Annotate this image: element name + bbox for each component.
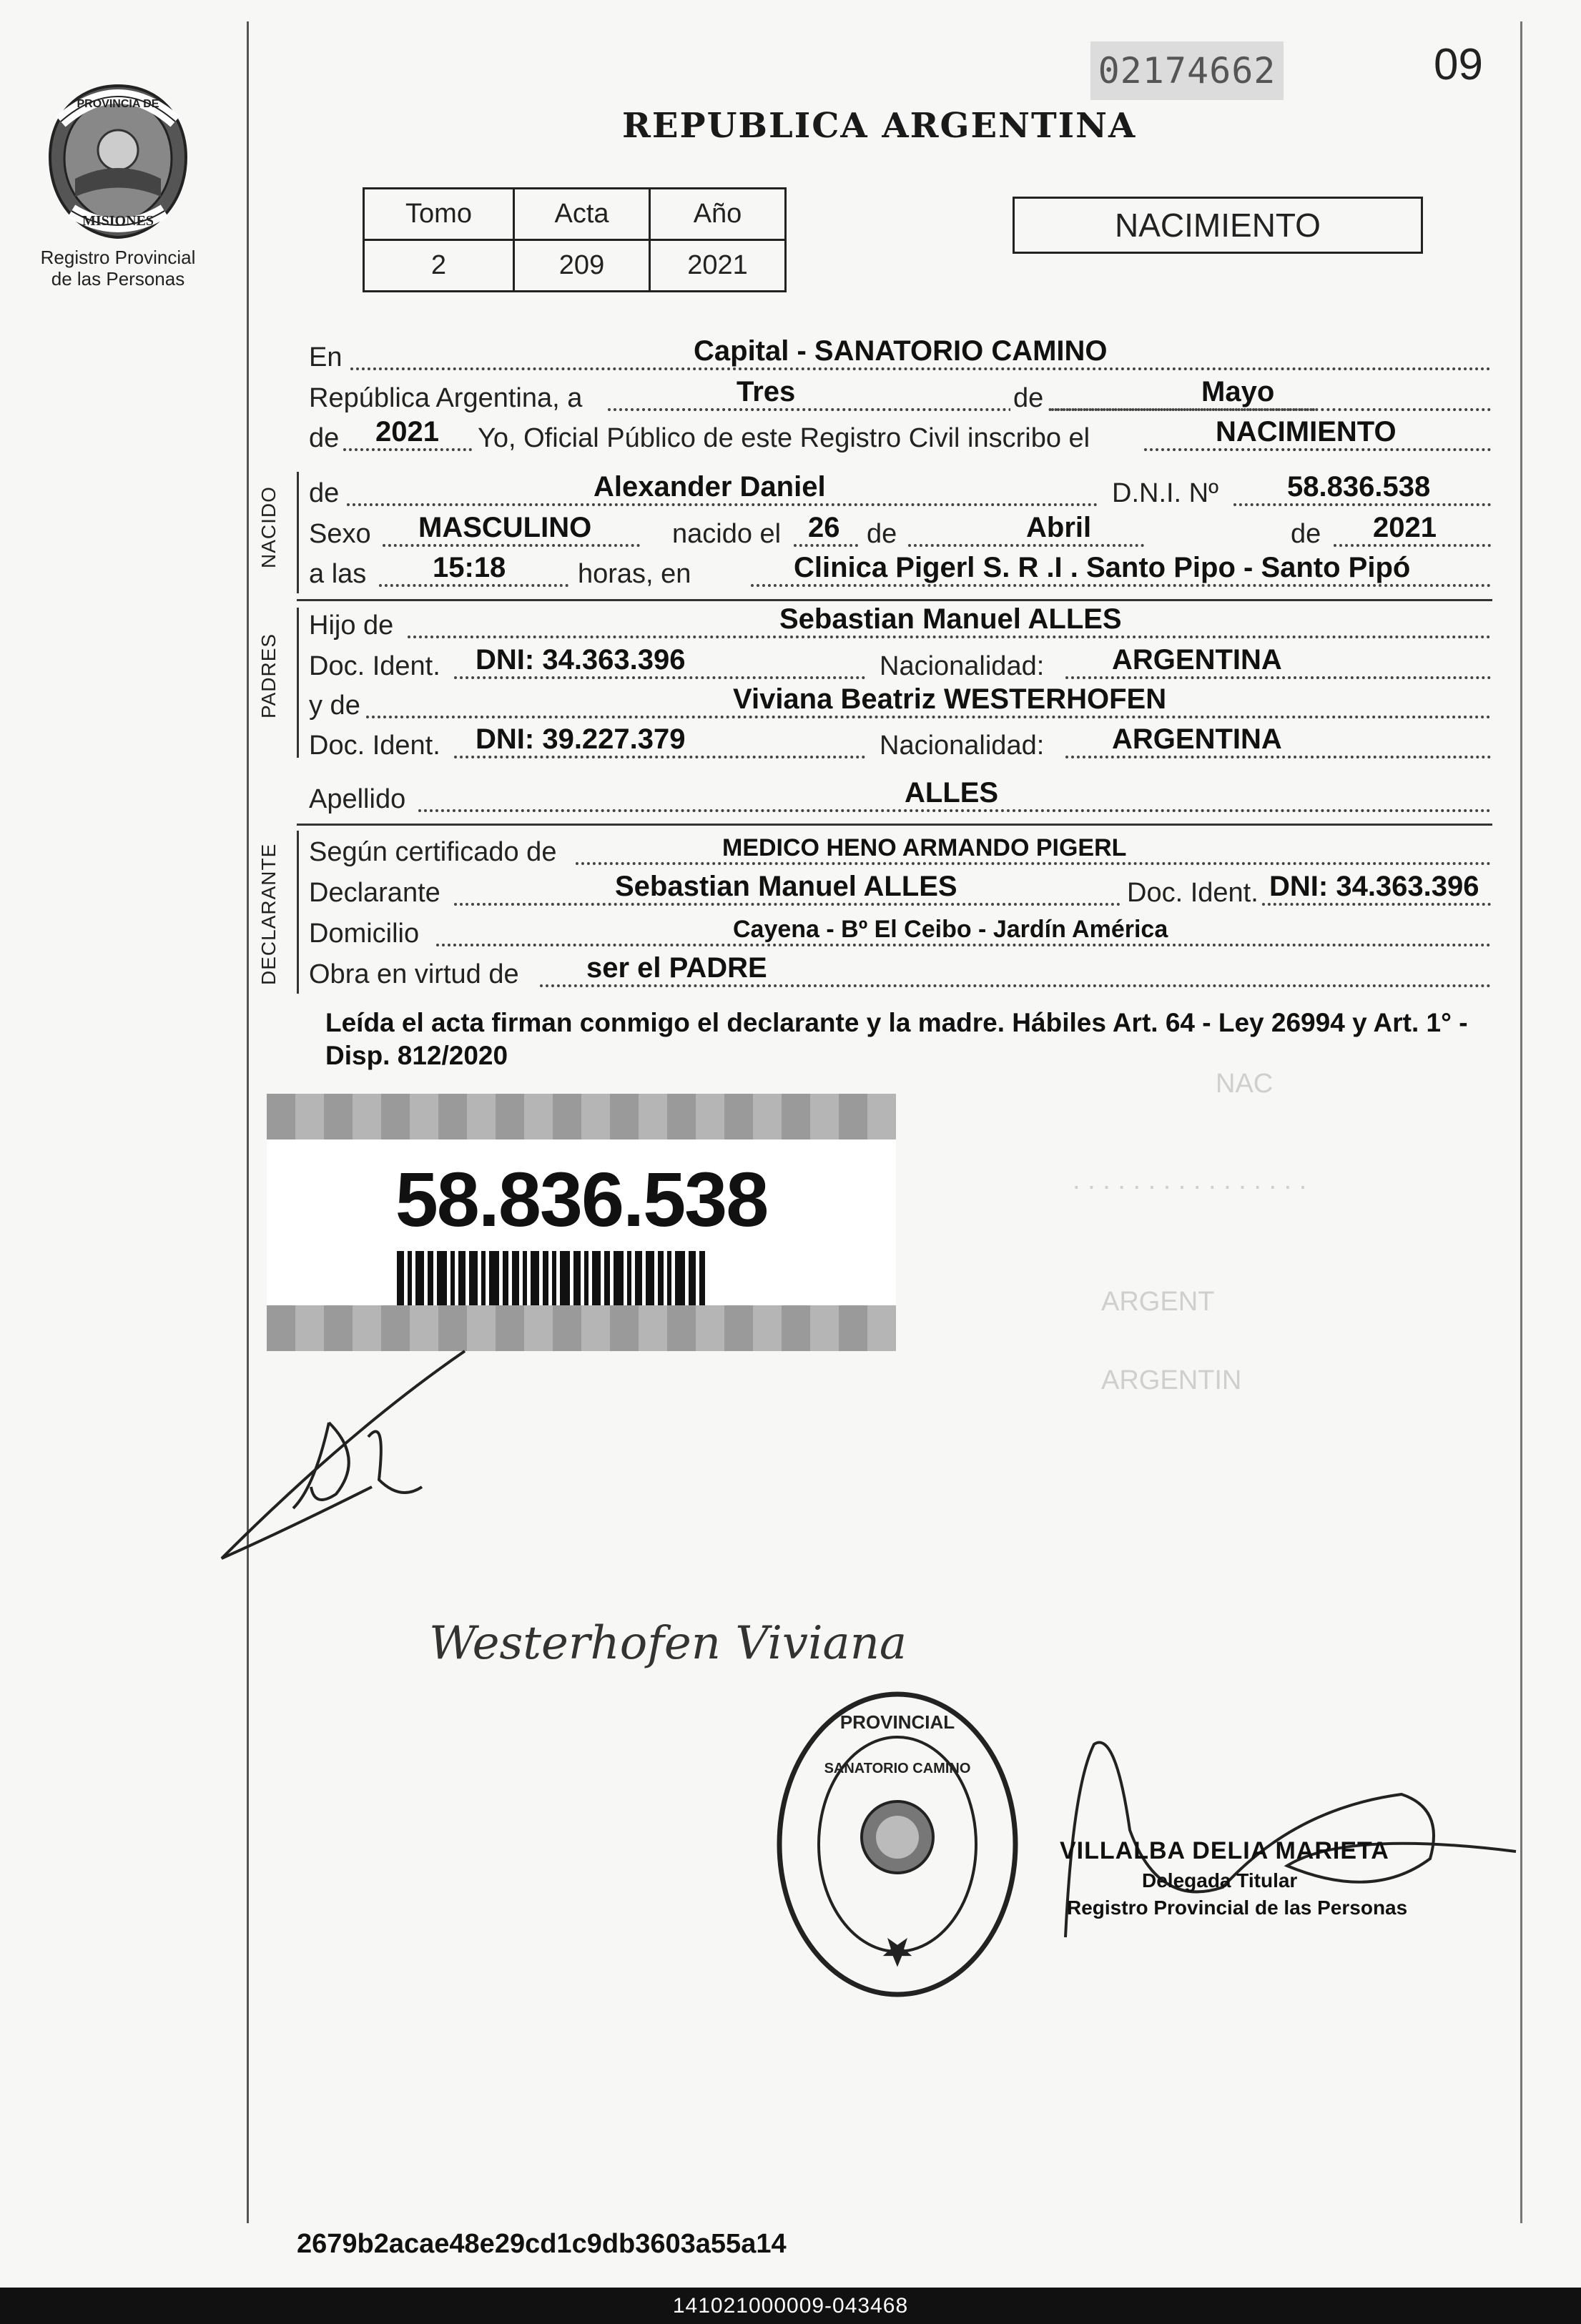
mother-doc-label: Doc. Ident.	[309, 731, 440, 761]
separator-nacido	[297, 599, 1492, 601]
closing-statement: Leída el acta firman conmigo el declarante y la madre. Hábiles Art. 64 - Ley 26994 y Art. 1° - Disp. 812/2020	[325, 1008, 1468, 1070]
bar	[428, 1251, 433, 1307]
line-apellido	[307, 778, 1491, 818]
dots	[1051, 408, 1491, 411]
dots	[347, 503, 1098, 506]
line-mother-doc	[307, 724, 1491, 764]
de2-label: de	[309, 423, 340, 453]
dots	[1262, 903, 1491, 906]
declarante-doc-label: Doc. Ident.	[1123, 878, 1263, 909]
a-las-label: a las	[309, 559, 367, 589]
ghost-text: ARGENT	[1101, 1287, 1215, 1317]
dots	[576, 862, 1491, 865]
certificado-value: MEDICO HENO ARMANDO PIGERL	[722, 834, 1127, 861]
en-label: En	[309, 342, 343, 372]
seal-inner-text: SANATORIO CAMINO	[824, 1761, 971, 1776]
document-hash: 2679b2acae48e29cd1c9db3603a55a14	[297, 2229, 787, 2259]
dots	[379, 584, 568, 587]
registry-header-ano: Año	[650, 189, 786, 240]
nacido-de-label-2: de	[867, 519, 897, 549]
dni-label: D.N.I. Nº	[1112, 478, 1218, 508]
mother-signature-icon	[422, 1608, 922, 1680]
dots	[350, 367, 1491, 370]
barcode-icon	[397, 1251, 776, 1307]
birth-month-value: Abril	[1026, 512, 1092, 543]
apellido-label: Apellido	[309, 784, 406, 814]
page-number: 09	[1434, 40, 1483, 89]
bar	[531, 1251, 539, 1307]
en-value: Capital - SANATORIO CAMINO	[694, 335, 1108, 367]
father-nationality-label: Nacionalidad:	[880, 651, 1045, 681]
serial-number: 02174662	[1090, 41, 1284, 100]
bar	[699, 1251, 705, 1307]
republica-label: República Argentina, a	[309, 383, 583, 413]
bar	[604, 1251, 610, 1307]
declarante-bar	[297, 831, 299, 994]
hijo-de-label: Hijo de	[309, 610, 394, 641]
registry-value-row	[364, 240, 786, 292]
seal-top-text: PROVINCIAL	[839, 1711, 955, 1733]
horas-en-label: horas, en	[578, 559, 691, 589]
apellido-value: ALLES	[905, 777, 999, 809]
bar	[481, 1251, 486, 1307]
bar	[675, 1251, 685, 1307]
line-nacido-name	[307, 472, 1491, 512]
registry-value-tomo: 2	[364, 240, 514, 292]
sticker-dni-number: 58.836.538	[395, 1156, 768, 1242]
line-declarante	[307, 871, 1491, 911]
bar	[523, 1251, 527, 1307]
mother-doc-value: DNI: 39.227.379	[476, 723, 686, 755]
mother-nationality-value: ARGENTINA	[1112, 723, 1282, 755]
logo-caption-line-1: Registro Provincial	[40, 247, 196, 268]
sexo-value: MASCULINO	[418, 512, 592, 543]
line-certificado	[307, 831, 1491, 871]
obra-value: ser el PADRE	[586, 952, 767, 984]
sexo-label: Sexo	[309, 519, 371, 549]
bar	[489, 1251, 499, 1307]
bar	[592, 1251, 601, 1307]
dni-sticker	[267, 1094, 896, 1351]
bar	[627, 1251, 631, 1307]
line-father-doc	[307, 645, 1491, 685]
bar	[408, 1251, 412, 1307]
dots	[418, 809, 1491, 812]
dots	[408, 636, 1491, 638]
dots	[1065, 676, 1491, 679]
sticker-band-top	[267, 1094, 896, 1139]
line-obra	[307, 953, 1491, 993]
hour-value: 15:18	[433, 552, 506, 583]
line-oficial	[307, 417, 1491, 457]
dots	[751, 584, 1491, 587]
registry-header-acta: Acta	[514, 189, 650, 240]
padres-section-label: PADRES	[257, 633, 280, 718]
dots	[1065, 756, 1491, 758]
declarant-signature-icon	[207, 1344, 493, 1573]
bar	[503, 1251, 508, 1307]
bar	[689, 1251, 696, 1307]
nacido-dni-value: 58.836.538	[1287, 471, 1431, 503]
nacido-bar	[297, 472, 299, 593]
declarante-doc-value: DNI: 34.363.396	[1269, 871, 1479, 902]
line-hijo-de	[307, 604, 1491, 644]
domicilio-value: Cayena - Bº El Ceibo - Jardín América	[733, 916, 1168, 943]
domicilio-label: Domicilio	[309, 919, 420, 949]
official-role: Delegada Titular	[1142, 1869, 1298, 1892]
document-code-strip: 141021000009-043468	[0, 2288, 1581, 2324]
dots	[436, 944, 1491, 946]
registry-value-acta: 209	[514, 240, 650, 292]
separator-apellido	[297, 824, 1492, 826]
dots	[454, 676, 865, 679]
registry-seal-icon	[772, 1687, 1023, 2002]
dots	[794, 544, 858, 547]
dots	[383, 544, 640, 547]
nacido-el-label: nacido el	[672, 519, 782, 549]
bar	[573, 1251, 581, 1307]
line-hora	[307, 553, 1491, 593]
nacido-section-label: NACIDO	[257, 486, 280, 568]
dots	[540, 984, 1491, 987]
obra-label: Obra en virtud de	[309, 959, 519, 989]
bar	[397, 1251, 404, 1307]
bar	[512, 1251, 519, 1307]
ghost-text: ARGENTIN	[1101, 1365, 1242, 1395]
document-title: REPUBLICA ARGENTINA	[622, 106, 1137, 146]
line-en	[307, 336, 1491, 376]
declarante-section-label: DECLARANTE	[257, 843, 280, 985]
act-type-box: NACIMIENTO	[1013, 197, 1423, 254]
official-org: Registro Provincial de las Personas	[1067, 1897, 1408, 1919]
father-nationality-value: ARGENTINA	[1112, 644, 1282, 676]
bar	[552, 1251, 556, 1307]
bar	[560, 1251, 570, 1307]
birth-year-value: 2021	[1373, 512, 1437, 543]
mother-nationality-label: Nacionalidad:	[880, 731, 1045, 761]
registry-header-tomo: Tomo	[364, 189, 514, 240]
dots	[908, 544, 1144, 547]
dots	[343, 448, 472, 451]
bar	[667, 1251, 671, 1307]
bar	[543, 1251, 548, 1307]
padres-bar	[297, 608, 299, 758]
left-margin-line	[247, 21, 249, 2223]
day-value: Tres	[737, 376, 796, 407]
nacido-de-label: de	[309, 478, 340, 508]
de-label: de	[1010, 383, 1046, 414]
official-name: VILLALBA DELIA MARIETA	[1060, 1837, 1389, 1864]
ghost-text: . . . . . . . . . . . . . . . .	[1073, 1165, 1307, 1195]
father-name-value: Sebastian Manuel ALLES	[779, 603, 1122, 635]
line-domicilio	[307, 912, 1491, 952]
logo-province-text: PROVINCIA DE	[77, 98, 159, 110]
bar	[415, 1251, 424, 1307]
bar	[584, 1251, 588, 1307]
dots	[1144, 448, 1491, 451]
bar	[614, 1251, 624, 1307]
bar	[646, 1251, 654, 1307]
registry-value-ano: 2021	[650, 240, 786, 292]
mother-name-value: Viviana Beatriz WESTERHOFEN	[733, 683, 1167, 715]
dots	[454, 756, 865, 758]
year-value: 2021	[375, 416, 439, 448]
declarante-label: Declarante	[309, 878, 440, 908]
nacido-name-value: Alexander Daniel	[594, 471, 826, 503]
line-republica	[307, 377, 1491, 417]
oficial-text: Yo, Oficial Público de este Registro Civil inscribo el	[478, 423, 1090, 453]
logo-misiones-text: MISIONES	[82, 213, 154, 229]
inscribe-value: NACIMIENTO	[1216, 416, 1397, 448]
place-value: Clinica Pigerl S. R .I . Santo Pipo - Santo Pipó	[794, 552, 1411, 583]
father-doc-value: DNI: 34.363.396	[476, 644, 686, 676]
logo-caption-line-2: de las Personas	[51, 268, 185, 290]
nacido-de-label-3: de	[1291, 519, 1321, 549]
father-doc-label: Doc. Ident.	[309, 651, 440, 681]
line-y-de	[307, 684, 1491, 724]
dots	[1334, 544, 1491, 547]
registry-table	[363, 187, 787, 292]
month-value: Mayo	[1201, 376, 1275, 407]
misiones-seal-icon	[39, 79, 197, 243]
bar	[469, 1251, 478, 1307]
line-sexo	[307, 513, 1491, 553]
official-signature-block	[1060, 1837, 1407, 1919]
bar	[635, 1251, 642, 1307]
declarante-value: Sebastian Manuel ALLES	[615, 871, 957, 902]
bar	[450, 1251, 455, 1307]
logo-caption	[14, 247, 222, 290]
bar	[437, 1251, 447, 1307]
bar	[658, 1251, 664, 1307]
dots	[366, 716, 1491, 718]
bar	[458, 1251, 466, 1307]
dots	[1233, 503, 1491, 506]
birth-day-value: 26	[808, 512, 840, 543]
mother-signature-text: Westerhofen Viviana	[429, 1617, 907, 1670]
ghost-text: NAC	[1216, 1069, 1274, 1099]
registry-header-row	[364, 189, 786, 240]
certificado-label: Según certificado de	[309, 837, 557, 867]
y-de-label: y de	[309, 691, 360, 721]
